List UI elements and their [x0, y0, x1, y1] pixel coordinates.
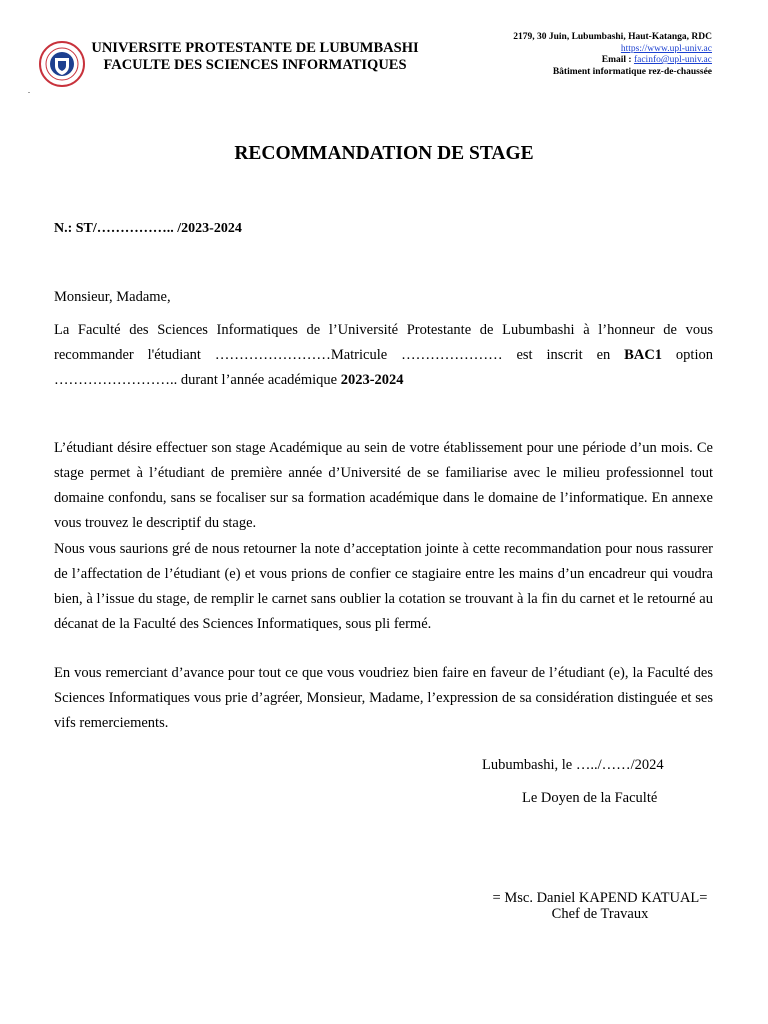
place-date: Lubumbashi, le …../……/2024: [482, 757, 664, 773]
faculty-name: FACULTE DES SCIENCES INFORMATIQUES: [103, 57, 407, 73]
paragraph-text: option …………………….. durant l’année académique: [54, 347, 713, 388]
university-seal-icon: [38, 40, 86, 88]
paragraph-recommendation: [54, 318, 713, 393]
paragraph-closing: En vous remerciant d’avance pour tout ce que vous voudriez bien faire en faveur de l’étudiant (e), la Faculté des Sciences Informatiques vous prie d’agréer, Monsieur, Madame, l’expression de sa considération distinguée et ses vifs remerciements.: [54, 665, 713, 731]
academic-year: 2023-2024: [340, 372, 404, 388]
reference-number: N.: ST/…………….. /2023-2024: [54, 221, 242, 236]
signatory-name: = Msc. Daniel KAPEND KATUAL=: [492, 890, 708, 906]
signatory-rank: Chef de Travaux: [551, 906, 649, 922]
email-link[interactable]: facinfo@upl-univ.ac: [633, 55, 712, 65]
paragraph-text: La Faculté des Sciences Informatiques de l’Université Protestante de Lubumbashi à l’honneur de vous recommander l'étudiant ……………………Matricule ………………… est inscrit en: [54, 322, 713, 363]
university-logo: [38, 40, 86, 88]
salutation: Monsieur, Madame,: [54, 289, 171, 305]
document-title: RECOMMANDATION DE STAGE: [234, 143, 534, 164]
dean-title: Le Doyen de la Faculté: [522, 790, 658, 806]
website-link[interactable]: https://www.upl-univ.ac: [620, 43, 712, 54]
building-info: Bâtiment informatique rez-de-chaussée: [552, 66, 712, 77]
signature-block: [470, 890, 730, 922]
study-level: BAC1: [624, 347, 663, 363]
postal-address: 2179, 30 Juin, Lubumbashi, Haut-Katanga, RDC: [513, 32, 712, 42]
university-name: UNIVERSITE PROTESTANTE DE LUBUMBASHI: [91, 40, 419, 56]
email-label: Email :: [601, 55, 632, 65]
institution-header: [80, 40, 430, 74]
stray-mark: .: [28, 86, 30, 95]
contact-block: [513, 32, 712, 78]
paragraph-return-request: Nous vous saurions gré de nous retourner la note d’acceptation jointe à cette recommandation pour nous rassurer de l’affectation de l’étudiant (e) et vous prions de confier ce stagiaire entre les mains d’un encadreur qui voudra bien, à l’issue du stage, de remplir le carnet sans oublier la cotation se trouvant à la fin du carnet et le retourné au décanat de la Faculté des Sciences Informatiques, sous pli fermé.: [54, 541, 713, 632]
paragraph-internship-purpose: L’étudiant désire effectuer son stage Académique au sein de votre établissement pour une période d’un mois. Ce stage permet à l’étudiant de première année d’Université de se familiarise avec le milieu professionnel tout domaine confondu, sans se focaliser sur sa formation académique dans le domaine de l’informatique. En annexe vous trouvez le descriptif du stage.: [54, 440, 713, 531]
